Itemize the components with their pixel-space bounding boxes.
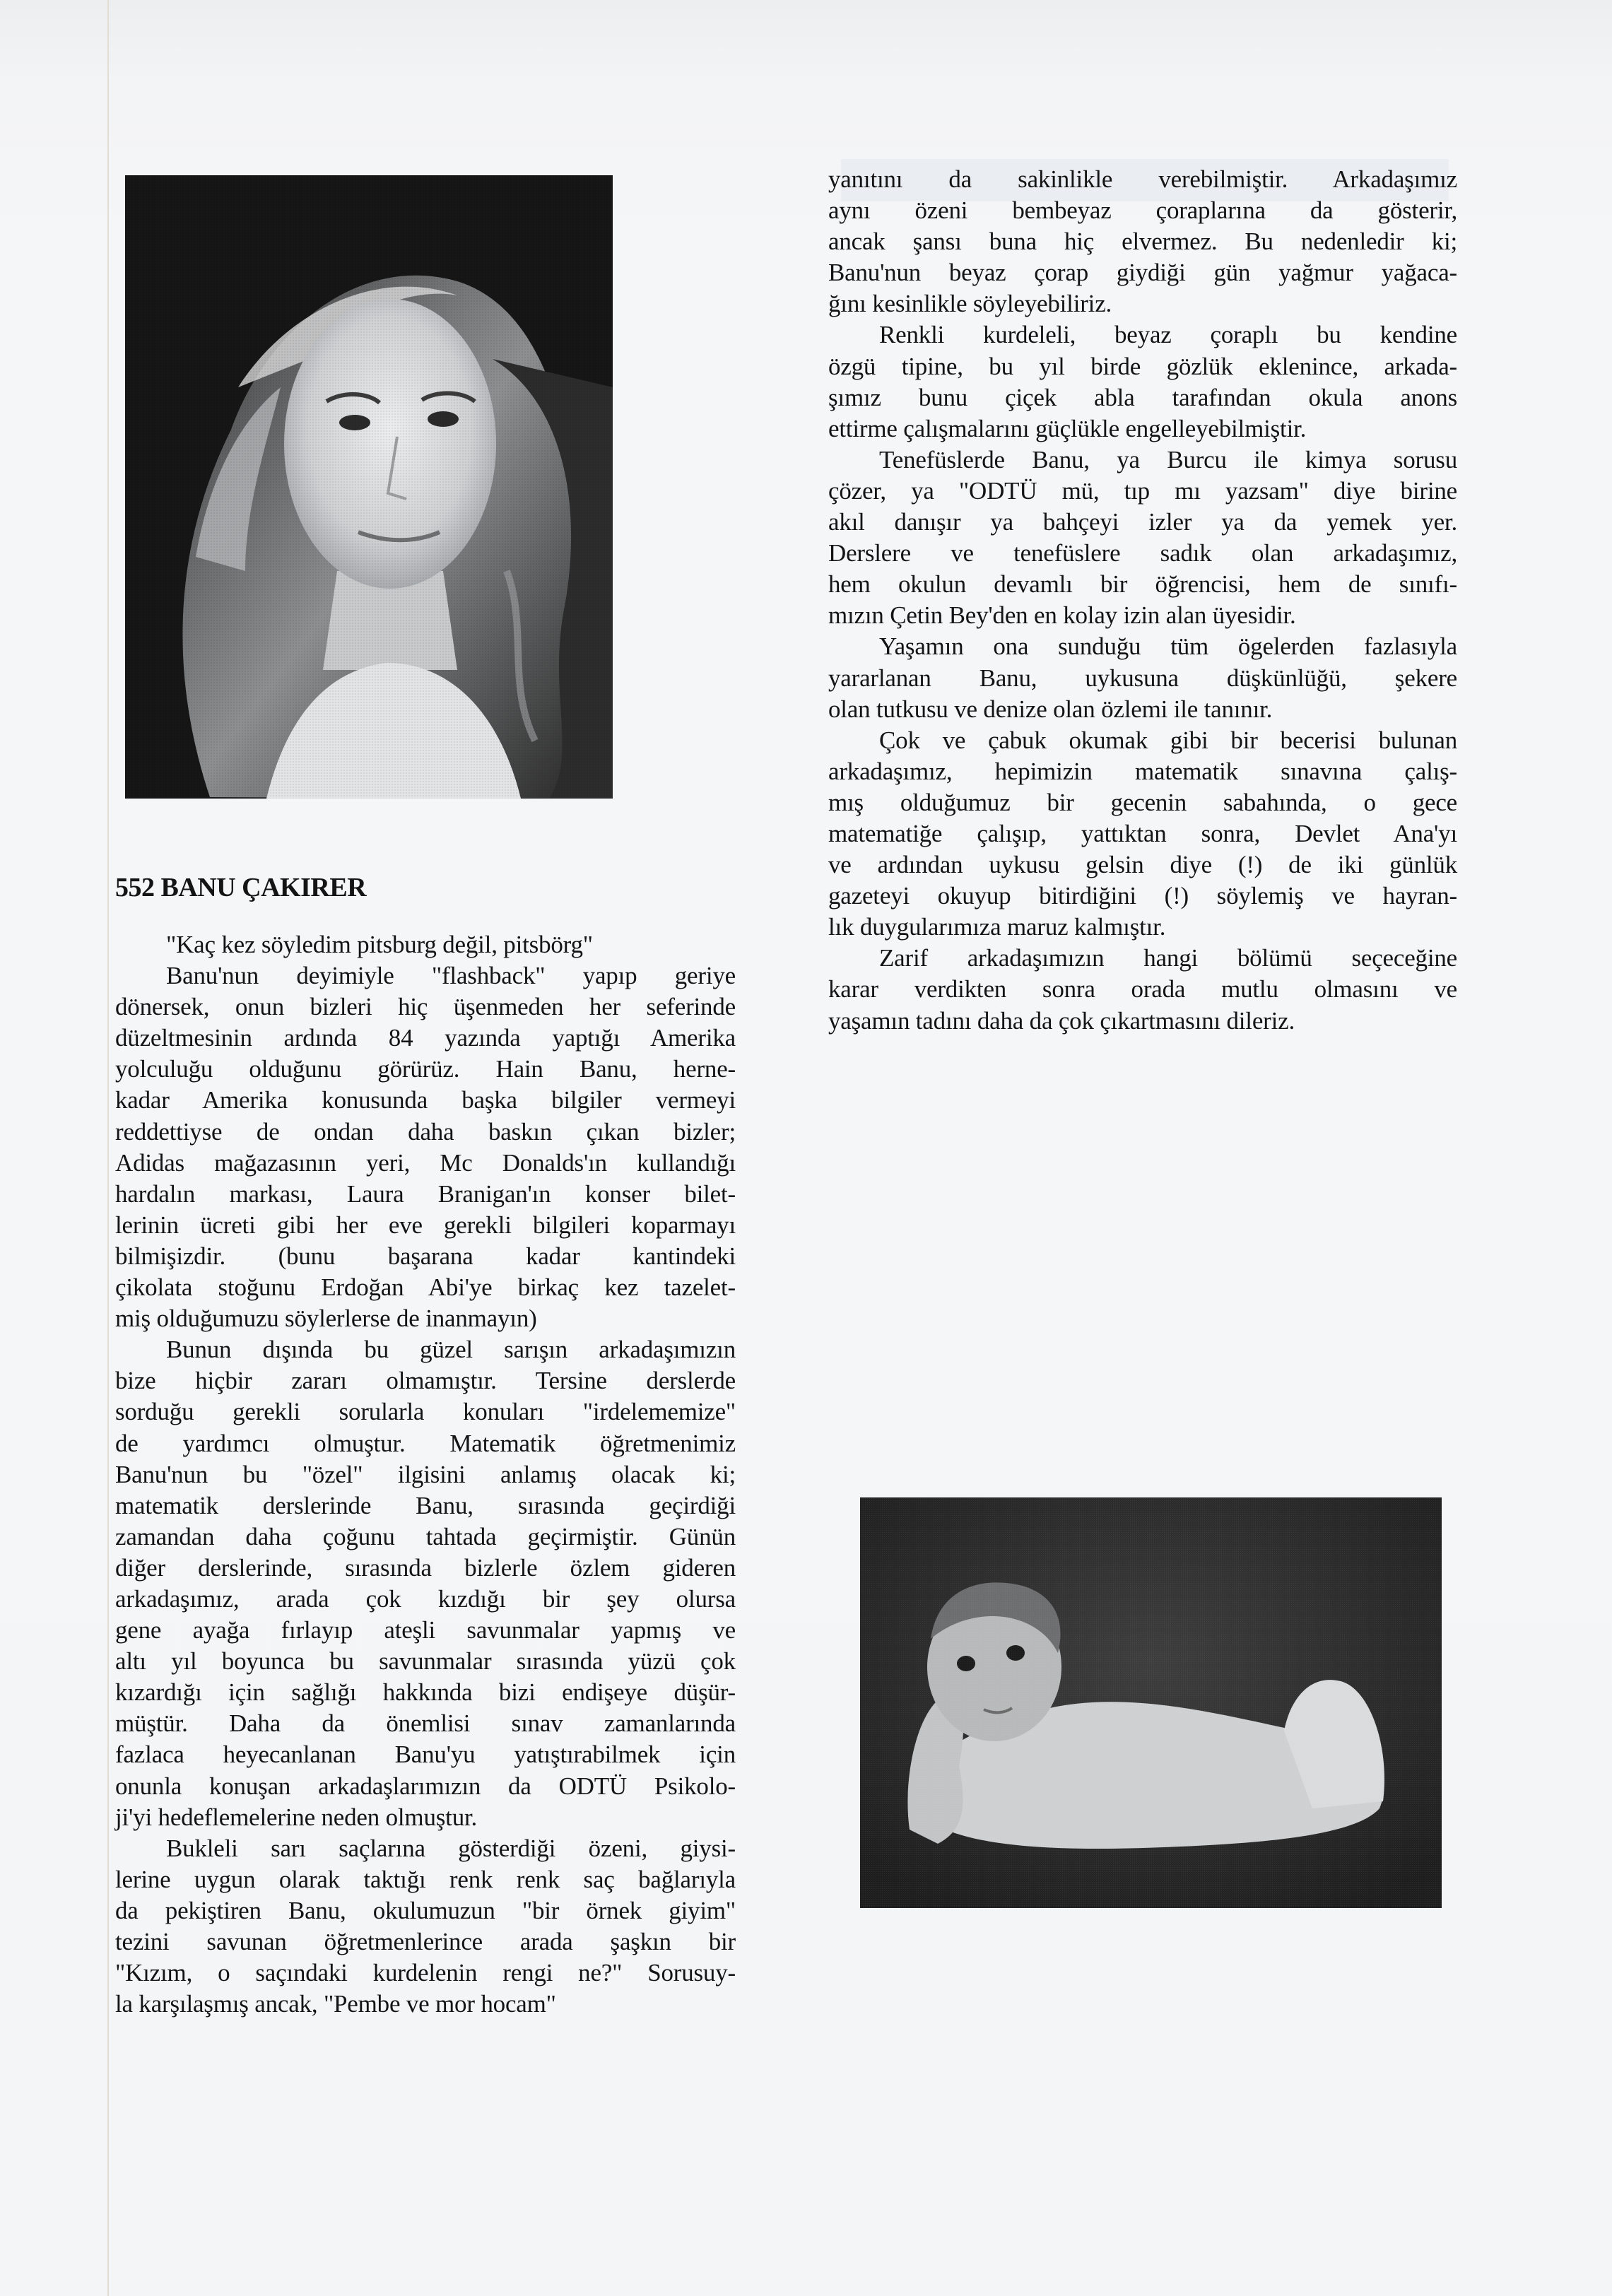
text-line: arkadaşımız, arada çok kızdığı bir şey olursa <box>115 1584 736 1613</box>
paragraph <box>828 164 1457 319</box>
text-line: yaşamın tadını daha da çok çıkartmasını dileriz. <box>828 1006 1295 1035</box>
text-line: mızın Çetin Bey'den en kolay izin alan üyesidir. <box>828 601 1296 630</box>
text-line: kızardığı için sağlığı hakkında bizi endişeye düşür- <box>115 1678 736 1707</box>
text-line: sorduğu gerekli sorularla konuları "irdelememize" <box>115 1398 736 1426</box>
paragraph <box>115 1833 736 2020</box>
childhood-image <box>860 1497 1442 1908</box>
text-line: lerinin ücreti gibi her eve gerekli bilgileri koparmayı <box>115 1211 736 1239</box>
text-line: aynı özeni bembeyaz çoraplarına da gösterir, <box>828 196 1457 225</box>
paragraph <box>115 960 736 1334</box>
text-line: gene ayağa fırlayıp ateşli savunmalar yapmış ve <box>115 1616 736 1644</box>
text-line: Banu'nun deyimiyle "flashback" yapıp geriye <box>166 962 736 990</box>
paragraph <box>828 319 1457 444</box>
text-line: lerine uygun olarak taktığı renk renk saç bağlarıyla <box>115 1865 736 1893</box>
text-line: tezini savunan öğretmenlerince arada şaşkın bir <box>115 1928 736 1955</box>
text-line: yararlanan Banu, uykusuna düşkünlüğü, şekere <box>828 664 1457 692</box>
paragraph <box>115 929 736 960</box>
text-line: düzeltmesinin ardında 84 yazında yaptığı Amerika <box>115 1024 736 1052</box>
portrait-photo <box>125 175 613 799</box>
text-line: akıl danışır ya bahçeyi izler ya da yemek yer. <box>828 508 1457 536</box>
left-text-column <box>115 929 736 2020</box>
text-line: mış olduğumuz bir gecenin sabahında, o gece <box>828 788 1457 816</box>
text-line: ğını kesinlikle söyleyebiliriz. <box>828 290 1112 318</box>
text-line: hem okulun devamlı bir öğrencisi, hem de sınıfı- <box>828 570 1457 599</box>
text-line: arkadaşımız, hepimizin matematik sınavına çalış- <box>828 757 1457 785</box>
text-line: diğer derslerinde, sırasında bizlerle özlem gideren <box>115 1553 736 1582</box>
text-line: fazlaca heyecanlanan Banu'yu yatıştırabilmek için <box>115 1741 736 1769</box>
text-line: de yardımcı olmuştur. Matematik öğretmenimiz <box>115 1429 736 1457</box>
text-line: yanıtını da sakinlikle verebilmiştir. Arkadaşımız <box>828 165 1457 193</box>
text-line: la karşılaşmış ancak, "Pembe ve mor hocam" <box>115 1990 556 2018</box>
text-line: ve ardından uykusu gelsin diye (!) de iki günlük <box>828 851 1457 879</box>
text-line: çikolata stoğunu Erdoğan Abi'ye birkaç kez tazelet- <box>115 1273 736 1302</box>
right-text-column <box>828 164 1457 1037</box>
text-line: müştür. Daha da önemlisi sınav zamanlarında <box>115 1709 736 1738</box>
text-line: kadar Amerika konusunda başka bilgiler vermeyi <box>115 1086 736 1114</box>
text-line: çözer, ya "ODTÜ mü, tıp mı yazsam" diye birine <box>828 476 1457 505</box>
text-line: Tenefüslerde Banu, ya Burcu ile kimya sorusu <box>879 445 1457 473</box>
text-line: gazeteyi okuyup bitirdiğini (!) söylemiş ve hayran- <box>828 882 1457 910</box>
text-line: lık duygularımıza maruz kalmıştır. <box>828 913 1166 941</box>
text-line: hardalın markası, Laura Branigan'ın konser bilet- <box>115 1179 736 1208</box>
portrait-image <box>125 175 613 799</box>
text-line: bize hiçbir zararı olmamıştır. Tersine derslerde <box>115 1367 736 1395</box>
text-line: "Kızım, o saçındaki kurdelenin rengi ne?" Sorusuy- <box>115 1959 736 1987</box>
text-line: ancak şansı buna hiç elvermez. Bu nedenledir ki; <box>828 228 1457 256</box>
text-line: yolculuğu olduğunu görürüz. Hain Banu, herne- <box>115 1055 736 1083</box>
text-line: matematiğe çalışıp, yattıktan sonra, Devlet Ana'yı <box>828 819 1457 847</box>
text-line: reddettiyse de ondan daha baskın çıkan bizler; <box>115 1117 736 1146</box>
text-line: Renkli kurdeleli, beyaz çoraplı bu kendine <box>879 321 1457 349</box>
text-line: olan tutkusu ve denize olan özlemi ile tanınır. <box>828 695 1273 723</box>
text-line: Adidas mağazasının yeri, Mc Donalds'ın kullandığı <box>115 1148 736 1177</box>
text-line: zamandan daha çoğunu tahtada geçirmiştir. Günün <box>115 1522 736 1550</box>
text-line: Derslere ve tenefüslere sadık olan arkadaşımız, <box>828 539 1457 567</box>
page-margin-line <box>107 0 109 2296</box>
text-line: Bunun dışında bu güzel sarışın arkadaşımızın <box>166 1336 736 1364</box>
text-line: ji'yi hedeflemelerine neden olmuştur. <box>115 1803 478 1831</box>
text-line: onunla konuşan arkadaşlarımızın da ODTÜ Psikolo- <box>115 1772 736 1800</box>
text-line: da pekiştiren Banu, okulumuzun "bir örnek giyim" <box>115 1896 736 1924</box>
text-line: miş olduğumuzu söylerlerse de inanmayın) <box>115 1305 537 1333</box>
text-line: "Kaç kez söyledim pitsburg değil, pitsbörg" <box>166 931 593 958</box>
text-line: bilmişizdir. (bunu başarana kadar kantindeki <box>115 1242 736 1270</box>
paragraph <box>828 943 1457 1036</box>
text-line: şımız bunu çiçek abla tarafından okula anons <box>828 383 1457 411</box>
text-line: dönersek, onun bizleri hiç üşenmeden her seferinde <box>115 993 736 1021</box>
text-line: matematik derslerinde Banu, sırasında geçirdiği <box>115 1491 736 1519</box>
text-line: Banu'nun bu "özel" ilgisini anlamış olacak ki; <box>115 1460 736 1488</box>
text-line: özgü tipine, bu yıl birde gözlük eklenince, arkada- <box>828 352 1457 380</box>
text-line: ettirme çalışmalarını güçlükle engelleyebilmiştir. <box>828 414 1307 442</box>
paragraph <box>828 445 1457 632</box>
student-name-heading: 552 BANU ÇAKIRER <box>115 873 367 902</box>
paragraph <box>828 725 1457 943</box>
text-line: Zarif arkadaşımızın hangi bölümü seçeceğine <box>879 944 1457 972</box>
childhood-photo <box>860 1497 1442 1908</box>
paragraph <box>828 631 1457 724</box>
text-line: Bukleli sarı saçlarına gösterdiği özeni, giysi- <box>166 1834 736 1862</box>
text-line: Banu'nun beyaz çorap giydiği gün yağmur yağaca- <box>828 259 1457 287</box>
paragraph <box>115 1334 736 1833</box>
text-line: Çok ve çabuk okumak gibi bir becerisi bulunan <box>879 726 1457 754</box>
text-line: karar verdikten sonra orada mutlu olmasını ve <box>828 975 1457 1003</box>
text-line: altı yıl boyunca bu savunmalar sırasında yüzü çok <box>115 1647 736 1676</box>
text-line: Yaşamın ona sunduğu tüm ögelerden fazlasıyla <box>879 632 1457 661</box>
